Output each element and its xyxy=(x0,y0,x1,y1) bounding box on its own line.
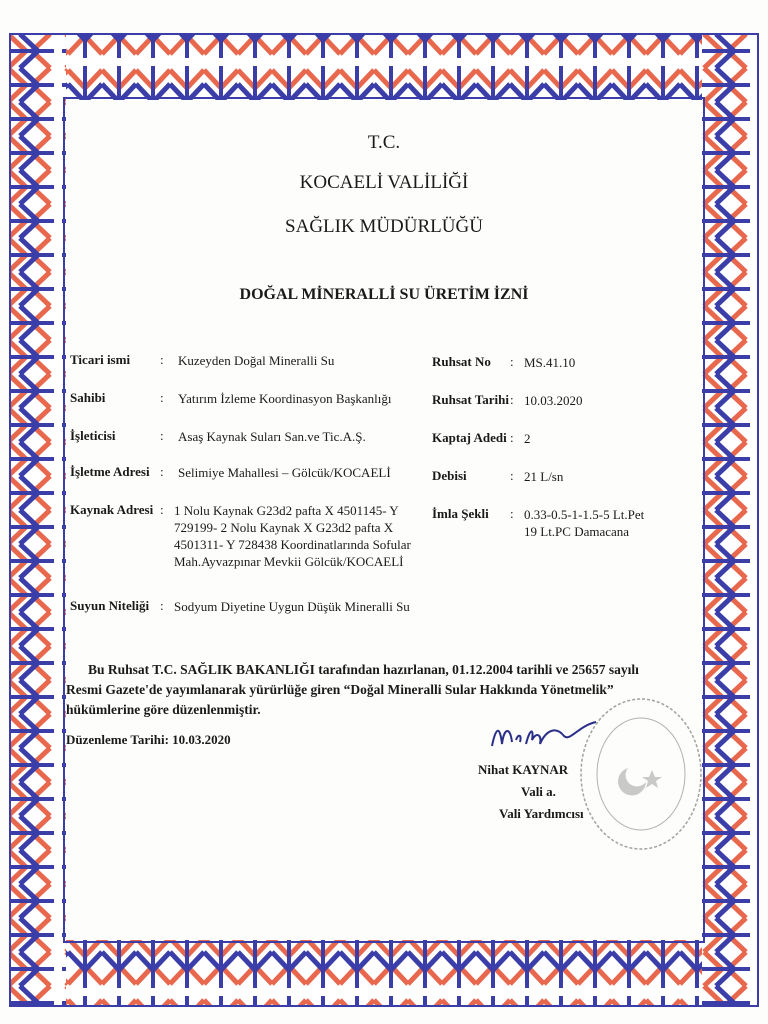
field-label-source-address: Kaynak Adresi xyxy=(70,502,154,517)
certificate-content: T.C. KOCAELİ VALİLİĞİ SAĞLIK MÜDÜRLÜĞÜ DOĞAL MİNERALLİ SU ÜRETİM İZNİ Ticari ismi : Kuzeyden Doğal Mineralli Su Sahibi : Yatırım İzleme Koordinasyon Başkanlığı İşleticisi : Asaş Kaynak Suları San.ve Tic.A.Ş. İşletme Adresi : Selimiye Mahallesi – Gölcük/KOCAELİ Kaynak Adresi : 1 Nolu Kaynak G23d2 pafta X 4501145- Y 729199- 2 Nolu Kaynak X G23d2 pafta X 4501311- Y 728438 Koordinatlarında Sofular Mah.Ayvazpınar Mevkii Gölcük/KOCAELİ Suyun Niteliği : Sodyum Diyetine Uygun Düşük Mineralli Su Ruhsat No : MS.41.10 Ruhsat Tarihi : 10.03.2020 Kaptaj Adedi : 2 Debisi : 21 L/sn İmla Şekli : 0.33-0.5-1-1.5-5 Lt.Pet 19 Lt.PC Damacana Bu Ruhsat T.C. SAĞLIK BAKANLIĞI tarafından hazırlanan, 01.12.2004 tarihli ve 25657 sayılı Resmi Gazete'de yayımlanarak yürürlüğe giren “Doğal Mineralli Sular Hakkında Yönetmelik” hükümlerine göre düzenlenmiştir. Düzenleme Tarihi: 10.03.2020 Nihat KAYNAR Vali a. Vali Yardımcısı xyxy=(66,110,702,970)
field-value-license-no: MS.41.10 xyxy=(524,355,576,370)
header-tc: T.C. xyxy=(367,132,401,153)
field-label-trade-name: Ticari ismi xyxy=(70,352,131,367)
field-value-operator: Asaş Kaynak Suları San.ve Tic.A.Ş. xyxy=(178,429,366,444)
signatory-title-deputy: Vali Yardımcısı xyxy=(499,806,584,821)
field-value-filling-type: 0.33-0.5-1-1.5-5 Lt.Pet 19 Lt.PC Damacana xyxy=(524,507,645,539)
field-value-operating-address: Selimiye Mahallesi – Gölcük/KOCAELİ xyxy=(178,465,391,480)
field-value-flow-rate: 21 L/sn xyxy=(524,469,564,484)
field-label-license-date: Ruhsat Tarihi xyxy=(432,392,509,407)
field-label-owner: Sahibi xyxy=(70,390,106,405)
field-label-filling-type: İmla Şekli xyxy=(432,506,489,521)
header-governorship: KOCAELİ VALİLİĞİ xyxy=(299,172,469,193)
field-value-trade-name: Kuzeyden Doğal Mineralli Su xyxy=(178,353,335,368)
field-value-water-quality: Sodyum Diyetine Uygun Düşük Mineralli Su xyxy=(174,599,410,614)
legal-statement-text: Bu Ruhsat T.C. SAĞLIK BAKANLIĞI tarafından hazırlanan, 01.12.2004 tarihli ve 25657 sayılı Resmi Gazete'de yayımlanarak yürürlüğe giren “Doğal Mineralli Sular Hakkında Yönetmelik” hükümlerine göre düzenlenmiştir. xyxy=(66,662,639,717)
header-health-directorate: SAĞLIK MÜDÜRLÜĞÜ xyxy=(285,216,483,237)
field-value-license-date: 10.03.2020 xyxy=(524,393,583,408)
official-seal xyxy=(576,694,706,854)
document-title: DOĞAL MİNERALLİ SU ÜRETİM İZNİ xyxy=(239,286,529,303)
field-value-captation-count: 2 xyxy=(524,431,531,446)
field-label-license-no: Ruhsat No xyxy=(432,354,491,369)
field-label-flow-rate: Debisi xyxy=(432,468,467,483)
field-value-source-address: 1 Nolu Kaynak G23d2 pafta X 4501145- Y 729199- 2 Nolu Kaynak X G23d2 pafta X 4501311- Y 728438 Koordinatlarında Sofular Mah.Ayvazpınar Mevkii Gölcük/KOCAELİ xyxy=(174,503,411,569)
issue-date: Düzenleme Tarihi: 10.03.2020 xyxy=(66,732,231,747)
field-label-operating-address: İşletme Adresi xyxy=(70,464,150,479)
signatory-name: Nihat KAYNAR xyxy=(478,762,569,777)
signatory-title-vali: Vali a. xyxy=(521,784,556,799)
field-label-operator: İşleticisi xyxy=(70,428,116,443)
field-label-captation-count: Kaptaj Adedi xyxy=(432,430,507,445)
field-label-water-quality: Suyun Niteliği xyxy=(70,598,150,613)
field-value-owner: Yatırım İzleme Koordinasyon Başkanlığı xyxy=(178,391,392,406)
